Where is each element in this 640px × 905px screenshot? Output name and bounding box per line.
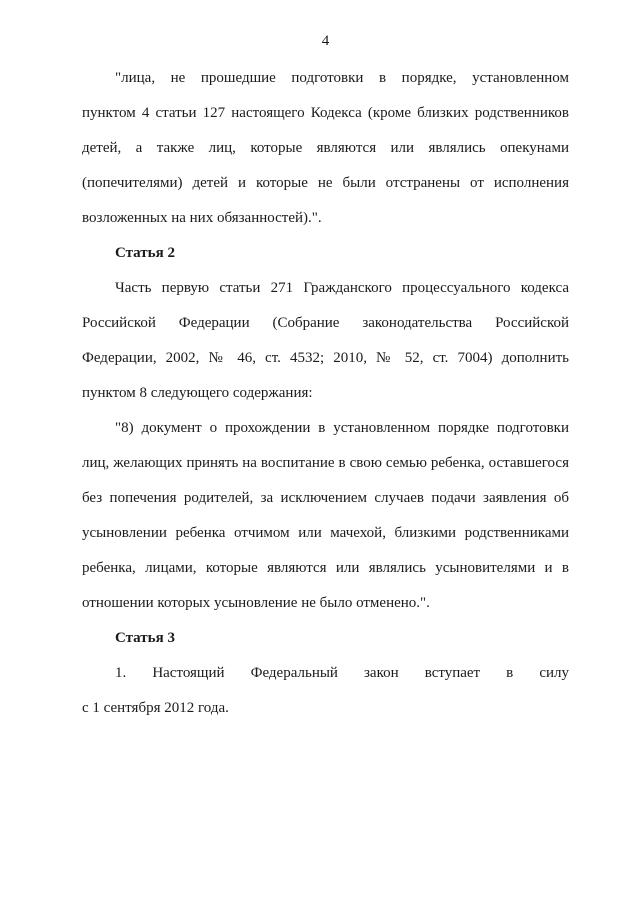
point-8-text (82, 411, 569, 621)
text-line: Российской Федерации (Собрание законодательства Российской (82, 315, 569, 331)
document-body (82, 61, 569, 726)
article-2-heading: Статья 2 (115, 245, 175, 261)
text-line: "лица, не прошедшие подготовки в порядке, установленном (115, 70, 569, 86)
text-line: Федерации, 2002, № 46, ст. 4532; 2010, № 52, ст. 7004) дополнить (82, 350, 569, 366)
text-line: ребенка, лицами, которые являются или являлись усыновителями и в (82, 560, 569, 576)
text-line: с 1 сентября 2012 года. (82, 700, 229, 716)
text-line: "8) документ о прохождении в установленном порядке подготовки (115, 420, 569, 436)
text-line: возложенных на них обязанностей).". (82, 210, 322, 226)
article-3-heading: Статья 3 (115, 630, 175, 646)
text-line: пунктом 4 статьи 127 настоящего Кодекса (кроме близких родственников (82, 105, 569, 121)
text-line: лиц, желающих принять на воспитание в свою семью ребенка, оставшегося (82, 455, 569, 471)
text-line: отношении которых усыновление не было отменено.". (82, 595, 430, 611)
text-line: 1. Настоящий Федеральный закон вступает в силу (115, 665, 569, 681)
text-line: детей, а также лиц, которые являются или являлись опекунами (82, 140, 569, 156)
text-line: пунктом 8 следующего содержания: (82, 385, 313, 401)
article-3-clause-1 (82, 656, 569, 726)
article-2-intro (82, 271, 569, 411)
page-number: 4 (321, 33, 330, 49)
text-line: Часть первую статьи 271 Гражданского процессуального кодекса (115, 280, 569, 296)
text-line: усыновлении ребенка отчимом или мачехой, близкими родственниками (82, 525, 569, 541)
quoted-amendment-clause (82, 61, 569, 236)
text-line: (попечителями) детей и которые не были отстранены от исполнения (82, 175, 569, 191)
text-line: без попечения родителей, за исключением случаев подачи заявления об (82, 490, 569, 506)
